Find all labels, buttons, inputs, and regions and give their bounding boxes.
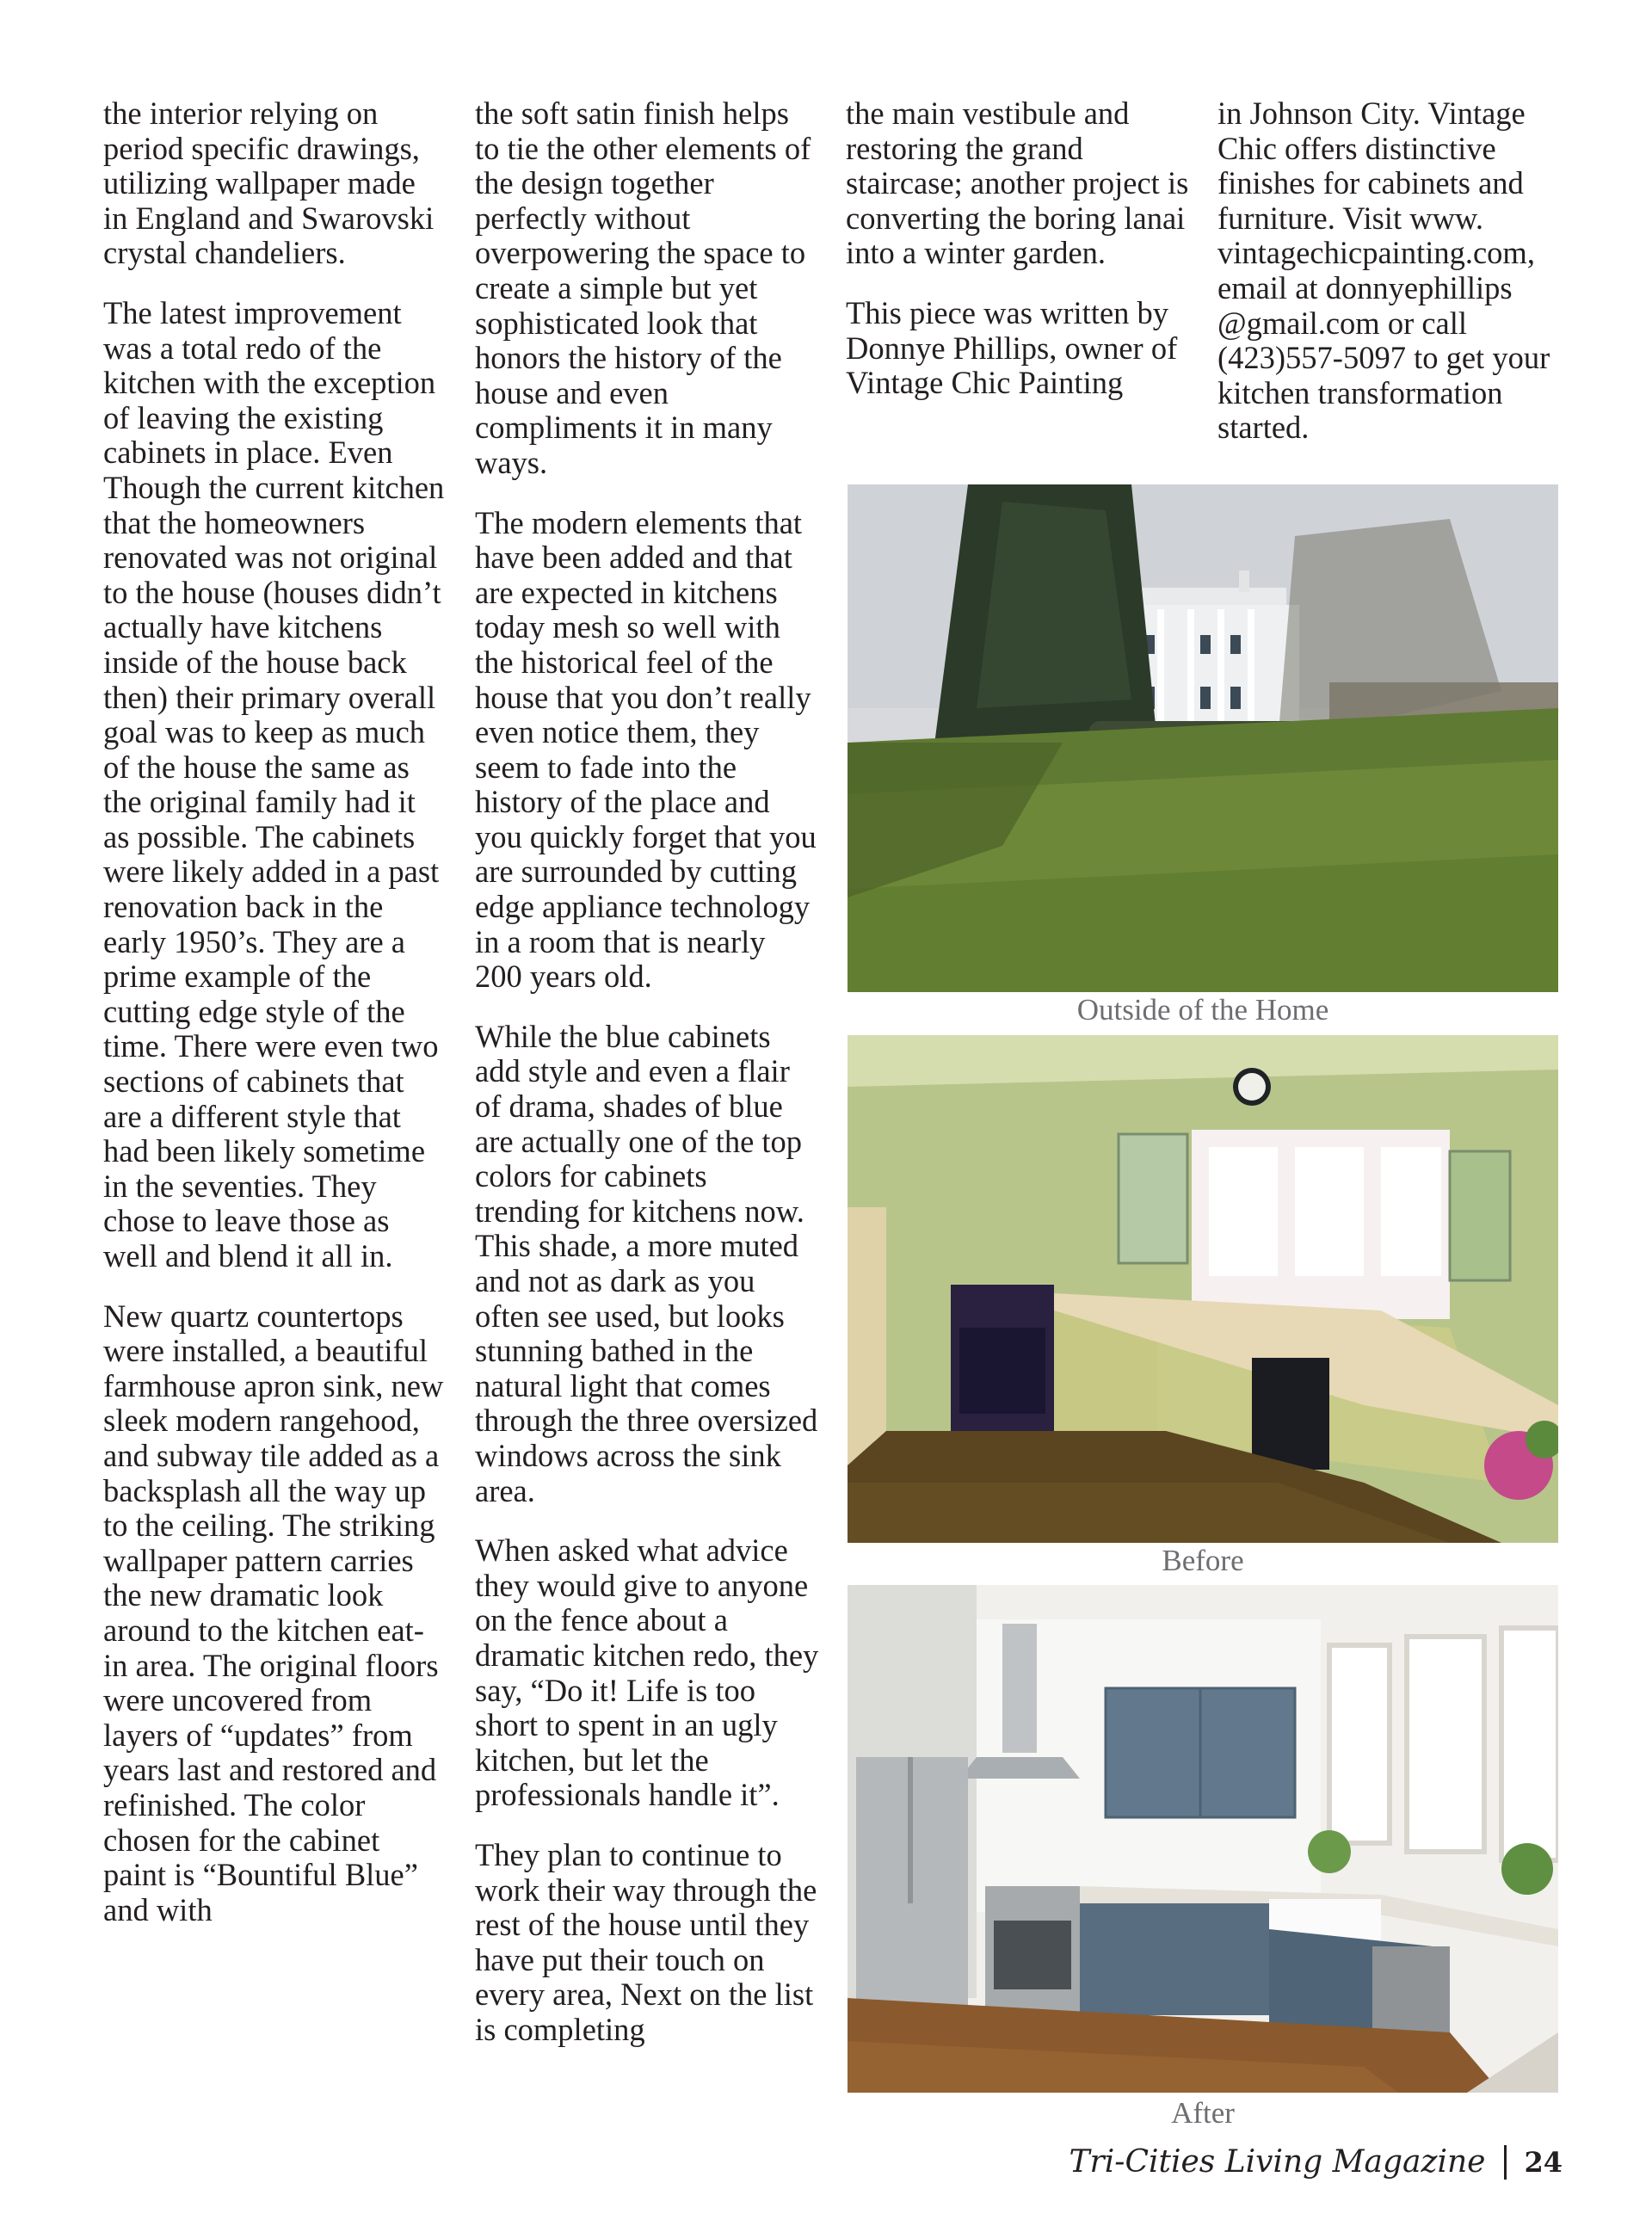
article-column-2: [475, 96, 819, 2072]
footer-divider: [1504, 2145, 1507, 2180]
kitchen-before-photo: [848, 1035, 1558, 1543]
article-paragraph: New quartz countertops were installed, a beautiful farmhouse apron sink, new sleek modern rangehood, and subway tile added as a backsplash all the way up to the ceiling. The striking wallpaper pattern carries the new dramatic look around to the kitchen eat-in area. The original floors were uncovered from layers of “updates” from years last and restored and refinished. The color chosen for the cabinet paint is “Bountiful Blue” and with: [103, 1298, 444, 1927]
article-column-4: [1217, 96, 1579, 471]
article-paragraph: The latest improvement was a total redo of the kitchen with the exception of leaving the existing cabinets in place. Even Though the current kitchen that the homeowners renovated was not original to the house (houses didn’t actually have kitchens inside of the house back then) their primary overall goal was to keep as much of the house the same as the original family had it as possible. The cabinets were likely added in a past renovation back in the early 1950’s. They are a prime example of the cutting edge style of the time. There were even two sections of cabinets that are a different style that had been likely sometime in the seventies. They chose to leave those as well and blend it all in.: [103, 294, 445, 1273]
article-paragraph: When asked what advice they would give to anyone on the fence about a dramatic kitchen redo, they say, “Do it! Life is too short to spent in an ugly kitchen, but let the professionals handle it”.: [475, 1532, 819, 1813]
article-paragraph: While the blue cabinets add style and even a flair of drama, shades of blue are actually one of the top colors for cabinets trending for kitchens now. This shade, a more muted and not as dark as you often see used, but looks stunning bathed in the natural light that comes through the three oversized windows across the sink area.: [475, 1018, 818, 1508]
page-footer: [1069, 2144, 1563, 2180]
article-paragraph: the interior relying on period specific drawings, utilizing wallpaper made in England and Swarovski crystal chandeliers.: [103, 96, 435, 271]
article-column-3: [846, 96, 1190, 426]
photo-caption: After: [1171, 2096, 1235, 2130]
article-paragraph: the main vestibule and restoring the grand staircase; another project is converting the boring lanai into a winter garden.: [846, 96, 1189, 271]
photo-caption: Outside of the Home: [1076, 993, 1329, 1027]
house-exterior-photo: [848, 484, 1558, 992]
kitchen-after-photo: [848, 1585, 1558, 2093]
page-number: 24: [1524, 2145, 1563, 2179]
article-column-1: [103, 96, 447, 1952]
article-paragraph: The modern elements that have been added and that are expected in kitchens today mesh so well with the historical feel of the house that you don’t really even notice them, they seem to fade into the history of the place and you quickly forget that you are surrounded by cutting edge appliance technology in a room that is nearly 200 years old.: [475, 504, 817, 995]
photo-caption: Before: [1162, 1544, 1244, 1577]
article-paragraph: This piece was written by Donnye Phillips, owner of Vintage Chic Painting: [846, 294, 1178, 401]
article-paragraph: in Johnson City. Vintage Chic offers distinctive finishes for cabinets and furniture. Visit www. vintagechicpainting.com, email at donnyephillips @gmail.com or call (423)557-5097 to get your kitchen transformation started.: [1217, 96, 1550, 446]
article-paragraph: They plan to continue to work their way through the rest of the house until they have put their touch on every area, Next on the list is completing: [475, 1836, 817, 2047]
article-paragraph: the soft satin finish helps to tie the other elements of the design together perfectly without overpowering the space to create a simple but yet sophisticated look that honors the history of the house and even compliments it in many ways.: [475, 96, 811, 480]
magazine-title: Tri-Cities Living Magazine: [1069, 2144, 1486, 2180]
